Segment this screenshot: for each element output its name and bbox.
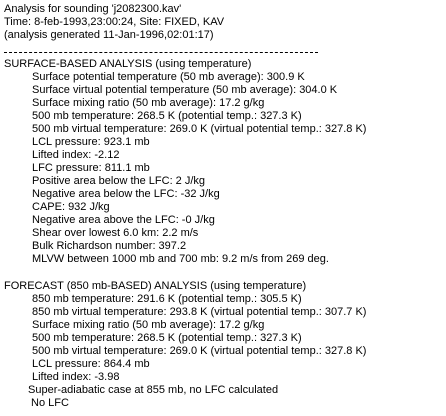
surface-section-heading: SURFACE-BASED ANALYSIS (using temperature) — [4, 58, 252, 70]
surface-line: Surface potential temperature (50 mb average): 300.9 K — [32, 71, 305, 83]
surface-line: LCL pressure: 923.1 mb — [32, 136, 150, 148]
forecast-line: 500 mb temperature: 268.5 K (potential temp.: 327.3 K) — [32, 332, 302, 344]
forecast-section-heading: FORECAST (850 mb-BASED) ANALYSIS (using temperature) — [4, 280, 307, 292]
surface-line: Positive area below the LFC: 2 J/kg — [32, 175, 206, 187]
report-generated: (analysis generated 11-Jan-1996,02:01:17) — [4, 29, 214, 41]
forecast-no-lfc-note: No LFC — [31, 397, 69, 409]
surface-line: MLVW between 1000 mb and 700 mb: 9.2 m/s from 269 deg. — [32, 253, 329, 265]
forecast-line: Surface mixing ratio (50 mb average): 17.2 g/kg — [32, 319, 265, 331]
surface-line: 500 mb virtual temperature: 269.0 K (virtual potential temp.: 327.8 K) — [32, 123, 367, 135]
forecast-line: 850 mb temperature: 291.6 K (potential temp.: 305.5 K) — [32, 293, 302, 305]
surface-line: LFC pressure: 811.1 mb — [32, 162, 150, 174]
surface-line: Lifted index: -2.12 — [32, 149, 120, 161]
surface-line: Bulk Richardson number: 397.2 — [32, 240, 187, 252]
surface-line: Negative area above the LFC: -0 J/kg — [32, 214, 215, 226]
forecast-line: 850 mb virtual temperature: 293.8 K (virtual potential temp.: 307.7 K) — [32, 306, 367, 318]
surface-line: Surface mixing ratio (50 mb average): 17.2 g/kg — [32, 97, 265, 109]
divider — [4, 52, 318, 53]
forecast-note: Super-adiabatic case at 855 mb, no LFC calculated — [28, 384, 279, 396]
surface-line: Negative area below the LFC: -32 J/kg — [32, 188, 220, 200]
forecast-line: Lifted index: -3.98 — [32, 371, 120, 383]
forecast-line: 500 mb virtual temperature: 269.0 K (virtual potential temp.: 327.8 K) — [32, 345, 367, 357]
surface-line: CAPE: 932 J/kg — [32, 201, 110, 213]
surface-line: Shear over lowest 6.0 km: 2.2 m/s — [32, 227, 199, 239]
report-title: Analysis for sounding 'j2082300.kav' — [4, 3, 182, 15]
surface-line: 500 mb temperature: 268.5 K (potential temp.: 327.3 K) — [32, 110, 302, 122]
forecast-line: LCL pressure: 864.4 mb — [32, 358, 150, 370]
surface-line: Surface virtual potential temperature (50 mb average): 304.0 K — [32, 84, 338, 96]
report-time-site: Time: 8-feb-1993,23:00:24, Site: FIXED, KAV — [4, 16, 225, 28]
